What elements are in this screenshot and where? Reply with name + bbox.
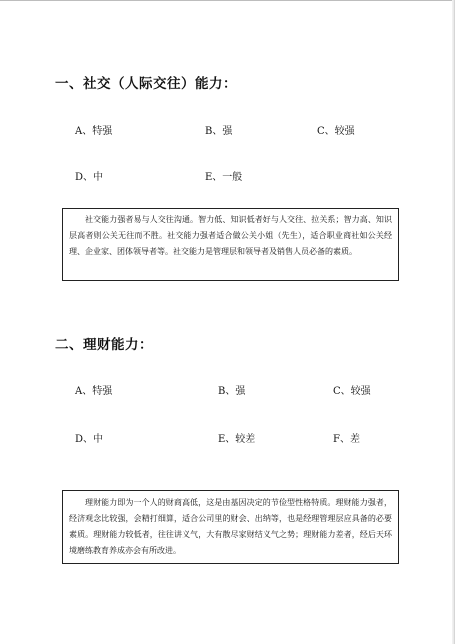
option-social-b[interactable]: B、强 <box>205 126 233 137</box>
option-social-e[interactable]: E、一般 <box>205 172 243 183</box>
section-title-social: 一、社交（人际交往）能力： <box>55 76 237 92</box>
option-social-a[interactable]: A、特强 <box>75 126 113 137</box>
description-text-finance: 理财能力即为一个人的财商高低，这是由基因决定的节俭型性格特质。理财能力强者，经济观念比较强，会精打细算，适合公司里的财会、出纳等，也是经理管理层应具备的必要素质。理财能力较低者，往往讲义气，大有散尽家财结义气之势；理财能力差者，经后天环境磨练教育养成亦会有所改进。 <box>69 498 392 555</box>
option-finance-c[interactable]: C、较强 <box>333 386 371 397</box>
description-box-finance <box>62 490 399 564</box>
option-finance-e[interactable]: E、较差 <box>218 434 256 445</box>
description-text-social: 社交能力强者易与人交往沟通。智力低、知识低者好与人交往、拉关系；智力高、知识层高者则公关无往而不胜。社交能力强者适合做公关小姐（先生），适合职业商社如公关经理、企业家、团体领导者等。社交能力是管理层和领导者及销售人员必备的素质。 <box>69 215 392 256</box>
option-finance-f[interactable]: F、差 <box>333 434 360 445</box>
description-box-social <box>62 208 399 281</box>
option-social-d[interactable]: D、中 <box>75 172 104 183</box>
section-title-finance: 二、理财能力： <box>55 337 153 353</box>
page-top-edge <box>0 0 455 1</box>
option-finance-b[interactable]: B、强 <box>218 386 246 397</box>
option-social-c[interactable]: C、较强 <box>317 126 355 137</box>
option-finance-d[interactable]: D、中 <box>75 434 104 445</box>
option-finance-a[interactable]: A、特强 <box>75 386 113 397</box>
